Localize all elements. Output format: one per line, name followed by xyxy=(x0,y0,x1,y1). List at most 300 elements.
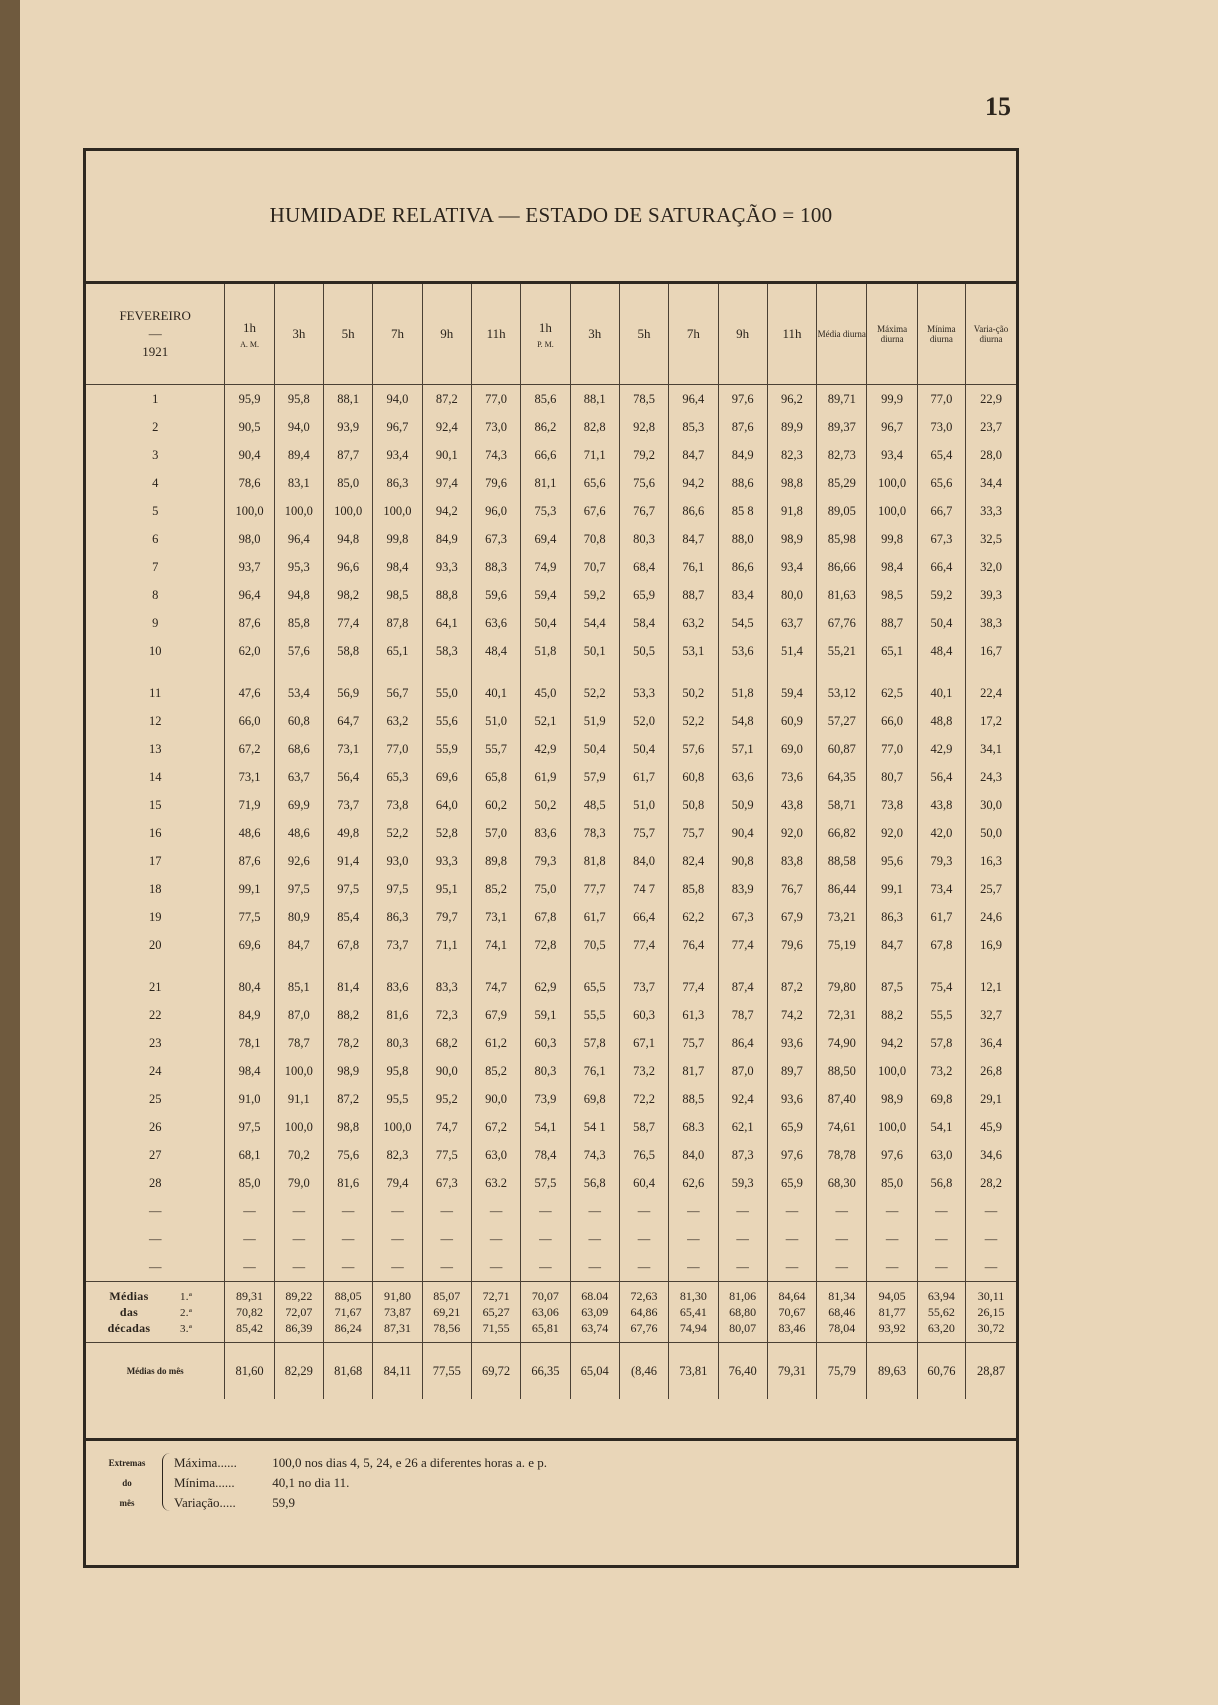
value-cell: 93,6 xyxy=(767,1085,816,1113)
hour-header xyxy=(274,284,323,385)
gap-cell xyxy=(570,959,619,973)
average-value-cell: 65,41 xyxy=(669,1304,718,1320)
value-cell: 98,2 xyxy=(324,581,373,609)
average-value-cell: 65,81 xyxy=(521,1320,570,1343)
value-cell: 92,4 xyxy=(422,413,471,441)
extreme-row-minima xyxy=(174,1473,547,1493)
pm-label: P. M. xyxy=(537,339,554,349)
value-cell: 79,4 xyxy=(373,1169,422,1197)
day-cell: 3 xyxy=(152,447,159,462)
value-cell: 69,6 xyxy=(422,763,471,791)
table-row xyxy=(86,385,1016,414)
value-cell: 83,6 xyxy=(373,973,422,1001)
value-cell: 84,7 xyxy=(669,441,718,469)
dash-cell: — xyxy=(471,1225,520,1253)
hour-header xyxy=(718,284,767,385)
dash-cell: — xyxy=(767,1253,816,1282)
hour-header xyxy=(669,284,718,385)
value-cell: 81,6 xyxy=(373,1001,422,1029)
value-cell: 85,3 xyxy=(669,413,718,441)
value-cell: 73,8 xyxy=(867,791,917,819)
value-cell: 12,1 xyxy=(966,973,1016,1001)
value-cell: 70,5 xyxy=(570,931,619,959)
value-cell: 82,8 xyxy=(570,413,619,441)
value-cell: 69,8 xyxy=(917,1085,965,1113)
value-cell: 97,6 xyxy=(767,1141,816,1169)
value-cell: 48,8 xyxy=(917,707,965,735)
value-cell: 57,9 xyxy=(570,763,619,791)
value-cell: 63,2 xyxy=(669,609,718,637)
average-value-cell: 65,27 xyxy=(471,1304,520,1320)
dash-cell: — xyxy=(373,1197,422,1225)
value-cell: 65,9 xyxy=(767,1169,816,1197)
dash-cell: — xyxy=(966,1253,1016,1282)
value-cell: 80,9 xyxy=(274,903,323,931)
empty-day-row xyxy=(86,1225,1016,1253)
value-cell: 80,0 xyxy=(767,581,816,609)
value-cell: 88,2 xyxy=(324,1001,373,1029)
value-cell: 95,3 xyxy=(274,553,323,581)
value-cell: 88,7 xyxy=(867,609,917,637)
dash-cell: — xyxy=(817,1253,867,1282)
value-cell: 98,8 xyxy=(324,1113,373,1141)
value-cell: 16,7 xyxy=(966,637,1016,665)
value-cell: 98,4 xyxy=(225,1057,274,1085)
value-cell: 16,9 xyxy=(966,931,1016,959)
value-cell: 78,4 xyxy=(521,1141,570,1169)
table-row xyxy=(86,735,1016,763)
value-cell: 96,4 xyxy=(274,525,323,553)
value-cell: 59,2 xyxy=(917,581,965,609)
decade-average-row xyxy=(86,1304,1016,1320)
value-cell: 100,0 xyxy=(867,1113,917,1141)
value-cell: 57,6 xyxy=(669,735,718,763)
average-value-cell: 83,46 xyxy=(767,1320,816,1343)
value-cell: 75,19 xyxy=(817,931,867,959)
average-value-cell: 71,55 xyxy=(471,1320,520,1343)
value-cell: 95,8 xyxy=(373,1057,422,1085)
value-cell: 57,6 xyxy=(274,637,323,665)
value-cell: 98,9 xyxy=(867,1085,917,1113)
hour-label: 3h xyxy=(588,326,602,341)
value-cell: 48,6 xyxy=(274,819,323,847)
value-cell: 87,6 xyxy=(718,413,767,441)
value-cell: 69,9 xyxy=(274,791,323,819)
value-cell: 87,5 xyxy=(867,973,917,1001)
gap-cell xyxy=(324,665,373,679)
day-cell: 14 xyxy=(148,769,162,784)
hour-label: 5h xyxy=(341,326,355,341)
value-cell: 69,6 xyxy=(225,931,274,959)
value-cell: 22,4 xyxy=(966,679,1016,707)
value-cell: 88,6 xyxy=(718,469,767,497)
gap-cell xyxy=(669,665,718,679)
value-cell: 84,0 xyxy=(619,847,668,875)
value-cell: 67,8 xyxy=(324,931,373,959)
value-cell: 98,5 xyxy=(867,581,917,609)
value-cell: 60,87 xyxy=(817,735,867,763)
value-cell: 68,2 xyxy=(422,1029,471,1057)
value-cell: 95,8 xyxy=(274,385,323,414)
value-cell: 89,71 xyxy=(817,385,867,414)
gap-cell xyxy=(422,959,471,973)
decade-gap xyxy=(86,665,1016,679)
value-cell: 69,4 xyxy=(521,525,570,553)
dash-cell: — xyxy=(817,1225,867,1253)
hour-header xyxy=(521,284,570,385)
day-cell: 26 xyxy=(148,1119,162,1134)
table-row xyxy=(86,847,1016,875)
hour-label: 9h xyxy=(736,326,750,341)
decade-average-label xyxy=(86,1282,225,1305)
value-cell: 82,4 xyxy=(669,847,718,875)
value-cell: 23,7 xyxy=(966,413,1016,441)
dash-cell: — xyxy=(767,1197,816,1225)
value-cell: 86,6 xyxy=(669,497,718,525)
value-cell: 68,30 xyxy=(817,1169,867,1197)
value-cell: 100,0 xyxy=(324,497,373,525)
value-cell: 73,7 xyxy=(324,791,373,819)
table-row xyxy=(86,609,1016,637)
table-row xyxy=(86,1057,1016,1085)
value-cell: 74,61 xyxy=(817,1113,867,1141)
average-value-cell: 78,04 xyxy=(817,1320,867,1343)
gap-cell xyxy=(917,665,965,679)
value-cell: 95,5 xyxy=(373,1085,422,1113)
value-cell: 77,4 xyxy=(324,609,373,637)
value-cell: 76,5 xyxy=(619,1141,668,1169)
dash-cell: — xyxy=(521,1225,570,1253)
value-cell: 83,9 xyxy=(718,875,767,903)
value-cell: 59,1 xyxy=(521,1001,570,1029)
month-header xyxy=(86,284,225,385)
value-cell: 76,1 xyxy=(570,1057,619,1085)
value-cell: 81,63 xyxy=(817,581,867,609)
value-cell: 81,7 xyxy=(669,1057,718,1085)
value-cell: 65,1 xyxy=(373,637,422,665)
value-cell: 66,7 xyxy=(917,497,965,525)
value-cell: 77,0 xyxy=(471,385,520,414)
dash-cell: — xyxy=(274,1225,323,1253)
gap-cell xyxy=(966,665,1016,679)
value-cell: 85,2 xyxy=(471,1057,520,1085)
value-cell: 96,4 xyxy=(669,385,718,414)
value-cell: 89,05 xyxy=(817,497,867,525)
extreme-value: 40,1 no dia 11. xyxy=(272,1475,350,1490)
value-cell: 78,1 xyxy=(225,1029,274,1057)
hour-label: 1h xyxy=(538,319,552,335)
value-cell: 82,73 xyxy=(817,441,867,469)
gap-cell xyxy=(767,665,816,679)
dash-cell: — xyxy=(966,1197,1016,1225)
value-cell: 50,0 xyxy=(966,819,1016,847)
day-cell: 22 xyxy=(148,1007,162,1022)
value-cell: 61,7 xyxy=(570,903,619,931)
average-value-cell: 72,07 xyxy=(274,1304,323,1320)
hour-label: 7h xyxy=(390,326,404,341)
value-cell: 78,78 xyxy=(817,1141,867,1169)
day-cell: 17 xyxy=(148,853,162,868)
value-cell: 73,9 xyxy=(521,1085,570,1113)
day-cell: 1 xyxy=(152,391,159,406)
table-row xyxy=(86,1141,1016,1169)
value-cell: 56,4 xyxy=(324,763,373,791)
decade-average-label xyxy=(86,1320,225,1343)
gap-cell xyxy=(867,665,917,679)
empty-day-row xyxy=(86,1253,1016,1282)
value-cell: 94,0 xyxy=(373,385,422,414)
value-cell: 38,3 xyxy=(966,609,1016,637)
dash-cell: — xyxy=(422,1197,471,1225)
average-value-cell: 78,56 xyxy=(422,1320,471,1343)
value-cell: 62,6 xyxy=(669,1169,718,1197)
value-cell: 88,1 xyxy=(570,385,619,414)
value-cell: 88,2 xyxy=(867,1001,917,1029)
average-value-cell: 63,74 xyxy=(570,1320,619,1343)
value-cell: 89,9 xyxy=(767,413,816,441)
value-cell: 94,8 xyxy=(274,581,323,609)
value-cell: 77,5 xyxy=(225,903,274,931)
value-cell: 67,3 xyxy=(422,1169,471,1197)
average-value-cell: 81,06 xyxy=(718,1282,767,1305)
value-cell: 79,3 xyxy=(521,847,570,875)
extreme-row-maxima xyxy=(174,1453,547,1473)
value-cell: 75,0 xyxy=(521,875,570,903)
value-cell: 34,1 xyxy=(966,735,1016,763)
table-row xyxy=(86,973,1016,1001)
value-cell: 73,6 xyxy=(767,763,816,791)
value-cell: 77,0 xyxy=(373,735,422,763)
value-cell: 67,1 xyxy=(619,1029,668,1057)
value-cell: 92,0 xyxy=(767,819,816,847)
value-cell: 42,9 xyxy=(521,735,570,763)
value-cell: 47,6 xyxy=(225,679,274,707)
value-cell: 73,8 xyxy=(373,791,422,819)
variacao-diurna-header xyxy=(966,284,1016,385)
value-cell: 91,0 xyxy=(225,1085,274,1113)
value-cell: 73,7 xyxy=(373,931,422,959)
extremes-label-line: Extremas xyxy=(108,1458,146,1468)
value-cell: 54,1 xyxy=(917,1113,965,1141)
value-cell: 60,8 xyxy=(274,707,323,735)
value-cell: 86,66 xyxy=(817,553,867,581)
month-average-value: 84,11 xyxy=(373,1343,422,1400)
value-cell: 93,9 xyxy=(324,413,373,441)
average-value-cell: 63,06 xyxy=(521,1304,570,1320)
month-name: FEVEREIRO xyxy=(119,308,191,323)
table-row xyxy=(86,763,1016,791)
value-cell: 55,0 xyxy=(422,679,471,707)
value-cell: 67,2 xyxy=(225,735,274,763)
month-average-value: 69,72 xyxy=(471,1343,520,1400)
dash-cell: — xyxy=(619,1253,668,1282)
month-average-value: 89,63 xyxy=(867,1343,917,1400)
value-cell: 80,3 xyxy=(373,1029,422,1057)
extremes-label xyxy=(92,1453,162,1513)
value-cell: 74,2 xyxy=(767,1001,816,1029)
value-cell: 51,9 xyxy=(570,707,619,735)
value-cell: 95,6 xyxy=(867,847,917,875)
table-row xyxy=(86,707,1016,735)
value-cell: 71,9 xyxy=(225,791,274,819)
decade-ordinal: 3.ª xyxy=(180,1322,193,1335)
value-cell: 75,7 xyxy=(619,819,668,847)
value-cell: 55,6 xyxy=(422,707,471,735)
table-row xyxy=(86,819,1016,847)
value-cell: 77,7 xyxy=(570,875,619,903)
value-cell: 75,6 xyxy=(619,469,668,497)
value-cell: 100,0 xyxy=(867,1057,917,1085)
dash-cell: — xyxy=(373,1225,422,1253)
value-cell: 52,2 xyxy=(669,707,718,735)
value-cell: 55,9 xyxy=(422,735,471,763)
gap-cell xyxy=(718,959,767,973)
value-cell: 65,6 xyxy=(917,469,965,497)
value-cell: 58,4 xyxy=(619,609,668,637)
dash-cell: — xyxy=(669,1197,718,1225)
value-cell: 79,0 xyxy=(274,1169,323,1197)
average-value-cell: 93,92 xyxy=(867,1320,917,1343)
value-cell: 57,8 xyxy=(570,1029,619,1057)
value-cell: 88,7 xyxy=(669,581,718,609)
value-cell: 85,0 xyxy=(324,469,373,497)
value-cell: 80,3 xyxy=(521,1057,570,1085)
value-cell: 55,21 xyxy=(817,637,867,665)
value-cell: 84,7 xyxy=(274,931,323,959)
value-cell: 64,1 xyxy=(422,609,471,637)
value-cell: 78,2 xyxy=(324,1029,373,1057)
decade-average-label xyxy=(86,1304,225,1320)
value-cell: 97,5 xyxy=(225,1113,274,1141)
value-cell: 68.3 xyxy=(669,1113,718,1141)
value-cell: 96,6 xyxy=(324,553,373,581)
gap-cell xyxy=(917,959,965,973)
value-cell: 45,0 xyxy=(521,679,570,707)
value-cell: 66,6 xyxy=(521,441,570,469)
day-cell: 4 xyxy=(152,475,159,490)
value-cell: 85 8 xyxy=(718,497,767,525)
hour-header xyxy=(225,284,274,385)
dash-cell: — xyxy=(373,1253,422,1282)
value-cell: 65,9 xyxy=(619,581,668,609)
hour-label: 5h xyxy=(637,326,651,341)
value-cell: 87,2 xyxy=(767,973,816,1001)
day-cell: 28 xyxy=(148,1175,162,1190)
value-cell: 32,0 xyxy=(966,553,1016,581)
value-cell: 61,7 xyxy=(917,903,965,931)
gap-cell xyxy=(521,959,570,973)
value-cell: 62,9 xyxy=(521,973,570,1001)
extremes-section xyxy=(86,1438,1016,1563)
value-cell: 88,3 xyxy=(471,553,520,581)
value-cell: 83,1 xyxy=(274,469,323,497)
value-cell: 95,1 xyxy=(422,875,471,903)
dash-cell: — xyxy=(570,1225,619,1253)
value-cell: 63,6 xyxy=(471,609,520,637)
year: 1921 xyxy=(142,344,169,359)
value-cell: 94,2 xyxy=(867,1029,917,1057)
day-cell: 21 xyxy=(148,979,162,994)
hour-label: 9h xyxy=(440,326,454,341)
title-area xyxy=(86,151,1016,284)
value-cell: 67,9 xyxy=(767,903,816,931)
table-row xyxy=(86,441,1016,469)
value-cell: 97,5 xyxy=(274,875,323,903)
value-cell: 79,7 xyxy=(422,903,471,931)
value-cell: 40,1 xyxy=(471,679,520,707)
value-cell: 16,3 xyxy=(966,847,1016,875)
value-cell: 100,0 xyxy=(274,1113,323,1141)
value-cell: 34,6 xyxy=(966,1141,1016,1169)
value-cell: 87,8 xyxy=(373,609,422,637)
value-cell: 72,8 xyxy=(521,931,570,959)
value-cell: 100,0 xyxy=(867,497,917,525)
table-body xyxy=(86,385,1016,1400)
value-cell: 90,0 xyxy=(422,1057,471,1085)
value-cell: 17,2 xyxy=(966,707,1016,735)
value-cell: 93,6 xyxy=(767,1029,816,1057)
value-cell: 85,0 xyxy=(225,1169,274,1197)
value-cell: 67,8 xyxy=(917,931,965,959)
dash-cell: — xyxy=(521,1253,570,1282)
value-cell: 59,6 xyxy=(471,581,520,609)
value-cell: 52,2 xyxy=(570,679,619,707)
value-cell: 93,3 xyxy=(422,553,471,581)
value-cell: 99,1 xyxy=(867,875,917,903)
value-cell: 98,9 xyxy=(767,525,816,553)
month-average-value: 81,60 xyxy=(225,1343,274,1400)
hour-label: 11h xyxy=(486,326,506,341)
value-cell: 87,4 xyxy=(718,973,767,1001)
value-cell: 97,6 xyxy=(867,1141,917,1169)
value-cell: 67,76 xyxy=(817,609,867,637)
value-cell: 63,0 xyxy=(471,1141,520,1169)
value-cell: 98,4 xyxy=(867,553,917,581)
dash-cell: — xyxy=(521,1197,570,1225)
gap-cell xyxy=(619,959,668,973)
value-cell: 74,3 xyxy=(570,1141,619,1169)
average-value-cell: 70,07 xyxy=(521,1282,570,1305)
dash-cell: — xyxy=(422,1253,471,1282)
value-cell: 87,40 xyxy=(817,1085,867,1113)
page-number: 15 xyxy=(985,92,1011,121)
value-cell: 61,9 xyxy=(521,763,570,791)
value-cell: 55,7 xyxy=(471,735,520,763)
average-value-cell: 73,87 xyxy=(373,1304,422,1320)
hour-header xyxy=(324,284,373,385)
value-cell: 28,2 xyxy=(966,1169,1016,1197)
hour-header xyxy=(767,284,816,385)
gap-cell xyxy=(718,665,767,679)
table-row xyxy=(86,931,1016,959)
value-cell: 98,9 xyxy=(324,1057,373,1085)
average-value-cell: 63,20 xyxy=(917,1320,965,1343)
value-cell: 98,4 xyxy=(373,553,422,581)
average-value-cell: 26,15 xyxy=(966,1304,1016,1320)
table-row xyxy=(86,581,1016,609)
value-cell: 32,5 xyxy=(966,525,1016,553)
value-cell: 94,2 xyxy=(422,497,471,525)
value-cell: 61,2 xyxy=(471,1029,520,1057)
dash-cell: — xyxy=(917,1225,965,1253)
value-cell: 86,2 xyxy=(521,413,570,441)
value-cell: 48,6 xyxy=(225,819,274,847)
value-cell: 90,8 xyxy=(718,847,767,875)
day-cell: 11 xyxy=(149,685,162,700)
value-cell: 73,0 xyxy=(471,413,520,441)
value-cell: 58,3 xyxy=(422,637,471,665)
value-cell: 65,5 xyxy=(570,973,619,1001)
